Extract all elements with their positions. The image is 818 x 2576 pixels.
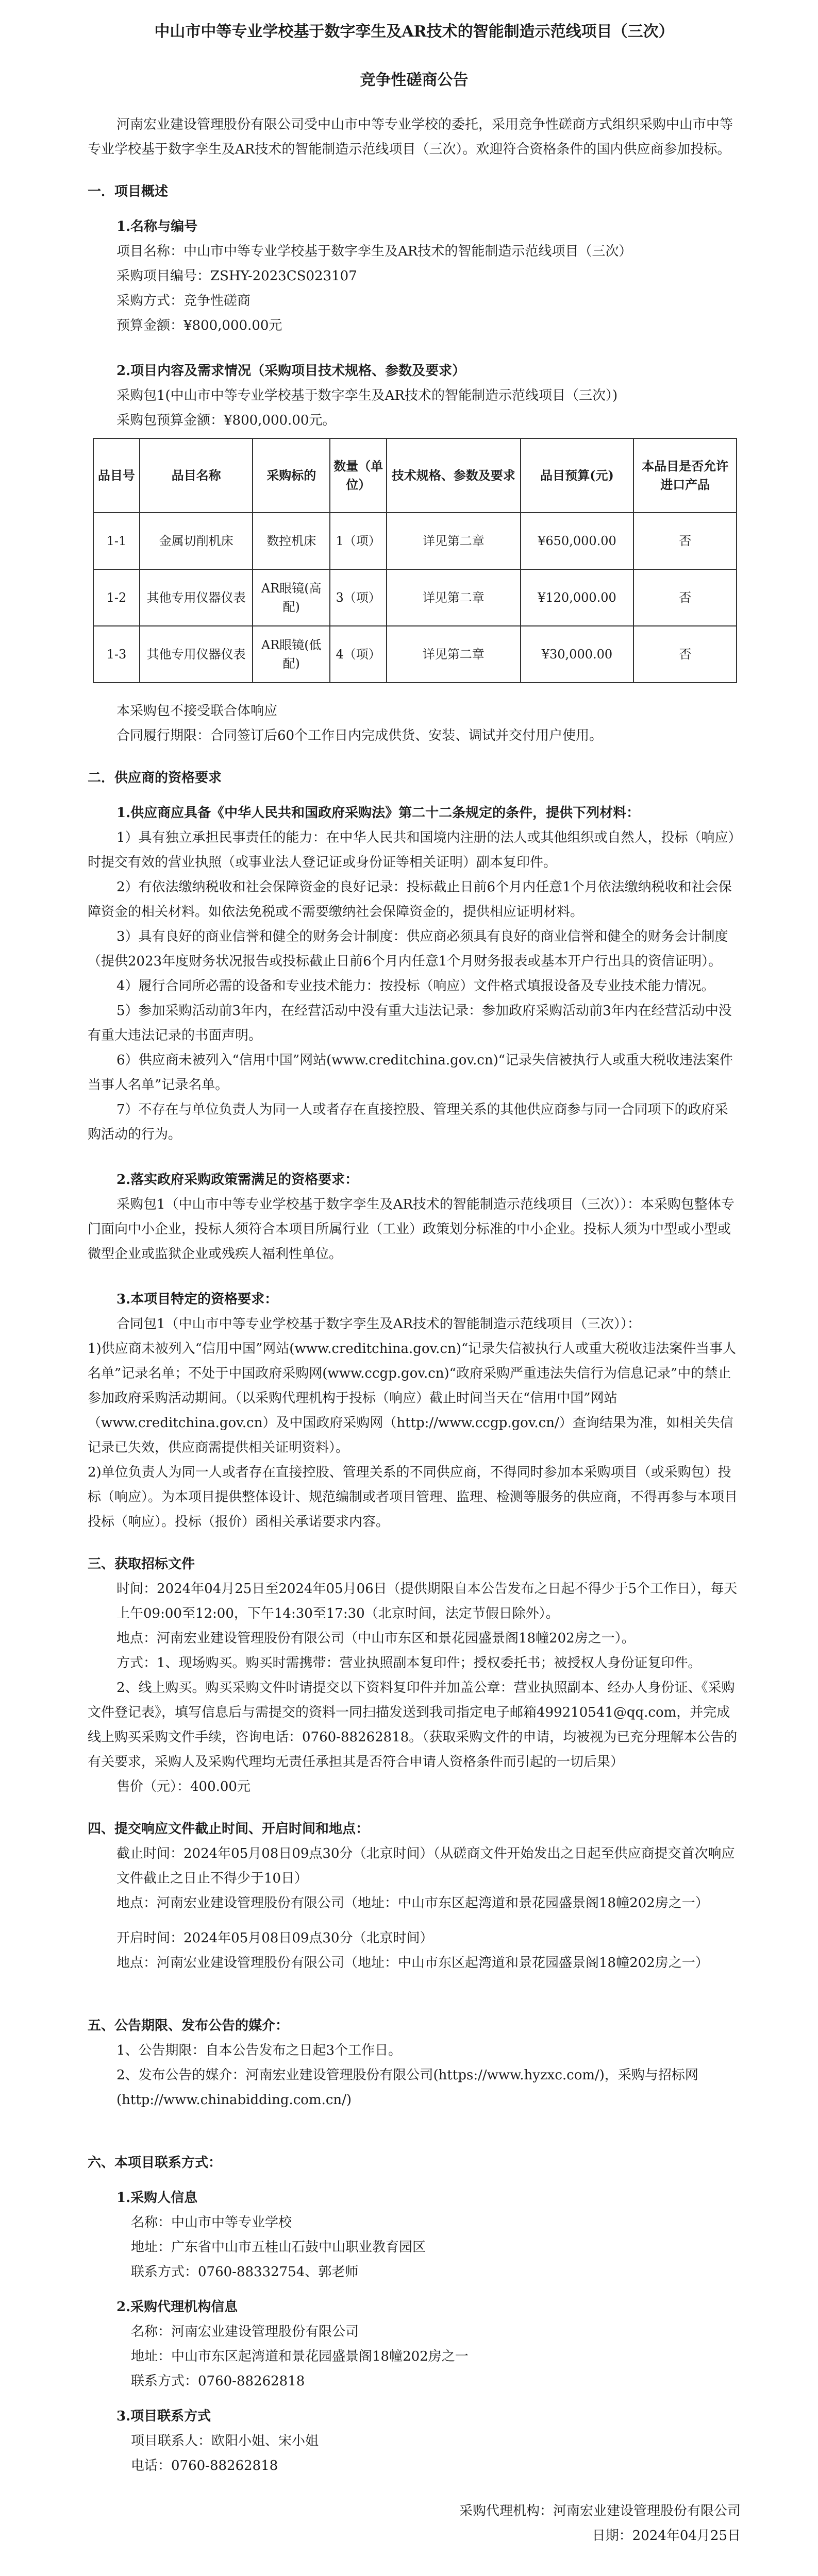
qualification-item: 4）履行合同所必需的设备和专业技术能力：按投标（响应）文件格式填报设备及专业技术能力情况。 [116,978,715,994]
project-contact-phone: 电话：0760-88262818 [131,2458,278,2473]
table-header: 技术规格、参数及要求 [387,438,520,513]
acquire-time: 时间：2024年04月25日至2024年05月06日（提供期限自本公告发布之日起不得少于5个工作日），每天上午09:00至12:00，下午14:30至17:30（北京时间，法定节假日除外）。 [116,1581,738,1621]
package-budget: 采购包预算金额：¥800,000.00元。 [116,413,336,428]
signature-agency: 采购代理机构：河南宏业建设管理股份有限公司 [459,2503,741,2519]
table-header: 数量（单位） [330,438,387,513]
acquire-way-online: 2、线上购买。购买采购文件时请提交以下资料复印件并加盖公章：营业执照副本、经办人身份证、《采购文件登记表》，填写信息后与需提交的资料一同扫描发送到我司指定电子邮箱499210541@qq.com，并完成线上购买采购文件手续，咨询电话：0760-88262818。（获取采购文件的申请，均被视为已充分理解本公告的有关要求，采购人及采购代理均无责任承担其是否符合申请人资格条件而引起的一切后果） [88,1680,738,1770]
section-2-sub1: 1.供应商应具备《中华人民共和国政府采购法》第二十二条规定的条件，提供下列材料： [116,805,640,821]
section-5-heading: 五、公告期限、发布公告的媒介： [88,2018,289,2033]
acquire-way-onsite: 方式：1、现场购买。购买时需携带：营业执照副本复印件；授权委托书；被授权人身份证复印件。 [116,1655,702,1671]
special-requirement-item: 1)供应商未被列入“信用中国”网站(www.creditchina.gov.cn)“记录失信被执行人或重大税收违法案件当事人名单”记录名单；不处于中国政府采购网(www.ccgp.gov.cn)“政府采购严重违法失信行为信息记录”中的禁止参加政府采购活动期间。（以采购代理机构于投标（响应）截止时间当天在“信用中国”网站（www.creditchina.gov.cn）及中国政府采购网（http://www.ccgp.gov.cn/）查询结果为准，如相关失信记录已失效，供应商需提供相关证明资料）。 [88,1341,737,1455]
section-6-heading: 六、本项目联系方式： [88,2155,222,2171]
table-row [93,513,737,569]
agent-address: 地址：中山市东区起湾道和景花园盛景阁18幢202房之一 [131,2349,469,2364]
procurement-method: 采购方式：竞争性磋商 [116,293,251,309]
table-cell: AR眼镜(低配) [253,626,330,683]
signature-date: 日期：2024年04月25日 [592,2528,741,2544]
qualification-item: 3）具有良好的商业信誉和健全的财务会计制度：供应商必须具有良好的商业信誉和健全的财务会计制度（提供2023年度财务状况报告或投标截止日前6个月内任意1个月财务报表或基本开户行出具的资信证明）。 [88,929,728,969]
qualification-item: 1）具有独立承担民事责任的能力：在中华人民共和国境内注册的法人或其他组织或自然人，投标（响应）时提交有效的营业执照（或事业法人登记证或身份证等相关证明）副本复印件。 [88,830,735,870]
intro-paragraph: 河南宏业建设管理股份有限公司受中山市中等专业学校的委托，采用竞争性磋商方式组织采购中山市中等专业学校基于数字孪生及AR技术的智能制造示范线项目（三次）。欢迎符合资格条件的国内供应商参加投标。 [88,117,733,157]
section-2-sub3: 3.本项目特定的资格要求： [116,1292,278,1307]
agent-contact: 联系方式：0760-88262818 [131,2374,305,2389]
table-header: 本品目是否允许进口产品 [633,438,737,513]
table-cell: 否 [633,569,737,626]
acquire-place: 地点：河南宏业建设管理股份有限公司（中山市东区和景花园盛景阁18幢202房之一）。 [116,1631,635,1646]
special-requirement-intro: 合同包1（中山市中等专业学校基于数字孪生及AR技术的智能制造示范线项目（三次））： [116,1316,641,1332]
table-cell: 1（项） [330,513,387,569]
qualification-item: 2）有依法缴纳税收和社会保障资金的良好记录：投标截止日前6个月内任意1个月依法缴纳税收和社会保障资金的相关材料。如依法免税或不需要缴纳社会保障资金的，提供相应证明材料。 [88,879,732,920]
table-header: 品目预算(元) [521,438,634,513]
table-cell: 1-1 [93,513,140,569]
table-cell: 详见第二章 [387,513,520,569]
page-title: 中山市中等专业学校基于数字孪生及AR技术的智能制造示范线项目（三次） [154,23,674,41]
table-cell: ¥650,000.00 [521,513,634,569]
table-header-row [93,438,737,513]
section-3-heading: 三、获取招标文件 [88,1556,195,1572]
qualification-item: 7）不存在与单位负责人为同一人或者存在直接控股、管理关系的其他供应商参与同一合同项下的政府采购活动的行为。 [88,1102,728,1142]
agent-name: 名称：河南宏业建设管理股份有限公司 [131,2324,359,2340]
buyer-info-heading: 1.采购人信息 [116,2190,198,2206]
table-cell: 3（项） [330,569,387,626]
project-contact-heading: 3.项目联系方式 [116,2409,211,2424]
section-1-sub2: 2.项目内容及需求情况（采购项目技术规格、参数及要求） [116,363,466,379]
items-table [93,438,737,683]
announcement-period: 1、公告期限：自本公告发布之日起3个工作日。 [116,2043,402,2058]
table-cell: 金属切削机床 [140,513,253,569]
qualification-item: 6）供应商未被列入“信用中国”网站(www.creditchina.gov.cn)“记录失信被执行人或重大税收违法案件当事人名单”记录名单。 [88,1053,733,1093]
table-cell: 详见第二章 [387,569,520,626]
table-cell: 1-2 [93,569,140,626]
section-1-sub1: 1.名称与编号 [116,219,198,234]
special-requirement-item: 2)单位负责人为同一人或者存在直接控股、管理关系的不同供应商，不得同时参加本采购项目（或采购包）投标（响应）。为本项目提供整体设计、规范编制或者项目管理、监理、检测等服务的供应商，不得再参与本项目投标（响应）。投标（报价）函相关承诺要求内容。 [88,1465,738,1530]
section-2-sub2: 2.落实政府采购政策需满足的资格要求： [116,1172,359,1188]
table-cell: AR眼镜(高配) [253,569,330,626]
buyer-contact: 联系方式：0760-88332754、郭老师 [131,2264,359,2280]
document-price: 售价（元）：400.00元 [116,1779,251,1794]
opening-time: 开启时间：2024年05月08日09点30分（北京时间） [116,1930,433,1946]
opening-place: 地点：河南宏业建设管理股份有限公司（地址：中山市东区起湾道和景花园盛景阁18幢202房之一） [116,1955,709,1971]
page-subtitle: 竞争性磋商公告 [360,71,469,89]
project-number: 采购项目编号：ZSHY-2023CS023107 [116,268,357,284]
table-header: 采购标的 [253,438,330,513]
table-cell: ¥120,000.00 [521,569,634,626]
project-contact-person: 项目联系人：欧阳小姐、宋小姐 [131,2433,319,2449]
contract-term: 合同履行期限：合同签订后60个工作日内完成供货、安装、调试并交付用户使用。 [116,728,603,743]
table-header: 品目号 [93,438,140,513]
section-2-heading: 二．供应商的资格要求 [88,770,222,786]
table-cell: 否 [633,513,737,569]
table-cell: ¥30,000.00 [521,626,634,683]
qualification-item: 5）参加采购活动前3年内，在经营活动中没有重大违法记录：参加政府采购活动前3年内在经营活动中没有重大违法记录的书面声明。 [88,1003,732,1043]
announcement-media: 2、发布公告的媒介：河南宏业建设管理股份有限公司(https://www.hyzxc.com/)，采购与招标网(http://www.chinabidding.com.cn/) [116,2067,698,2108]
table-row [93,569,737,626]
buyer-name: 名称：中山市中等专业学校 [131,2215,292,2230]
table-cell: 数控机床 [253,513,330,569]
project-name: 项目名称：中山市中等专业学校基于数字孪生及AR技术的智能制造示范线项目（三次） [116,244,632,259]
budget-amount: 预算金额：¥800,000.00元 [116,318,282,333]
table-cell: 其他专用仪器仪表 [140,569,253,626]
policy-requirement: 采购包1（中山市中等专业学校基于数字孪生及AR技术的智能制造示范线项目（三次））：本采购包整体专门面向中小企业，投标人须符合本项目所属行业（工业）政策划分标准的中小企业。投标人须为中型或小型或微型企业或监狱企业或残疾人福利性单位。 [88,1197,734,1262]
submission-deadline: 截止时间：2024年05月08日09点30分（北京时间）（从磋商文件开始发出之日起至供应商提交首次响应文件截止之日止不得少于10日） [116,1846,735,1886]
package-name: 采购包1(中山市中等专业学校基于数字孪生及AR技术的智能制造示范线项目（三次）) [116,388,618,403]
table-cell: 否 [633,626,737,683]
table-cell: 详见第二章 [387,626,520,683]
table-row [93,626,737,683]
agent-info-heading: 2.采购代理机构信息 [116,2299,238,2315]
consortium-note: 本采购包不接受联合体响应 [116,703,278,719]
table-cell: 其他专用仪器仪表 [140,626,253,683]
table-header: 品目名称 [140,438,253,513]
buyer-address: 地址：广东省中山市五桂山石鼓中山职业教育园区 [131,2240,426,2255]
submission-place: 地点：河南宏业建设管理股份有限公司（地址：中山市东区起湾道和景花园盛景阁18幢202房之一） [116,1895,709,1911]
section-1-heading: 一．项目概述 [88,184,169,199]
section-4-heading: 四、提交响应文件截止时间、开启时间和地点： [88,1821,370,1837]
table-cell: 4（项） [330,626,387,683]
table-cell: 1-3 [93,626,140,683]
